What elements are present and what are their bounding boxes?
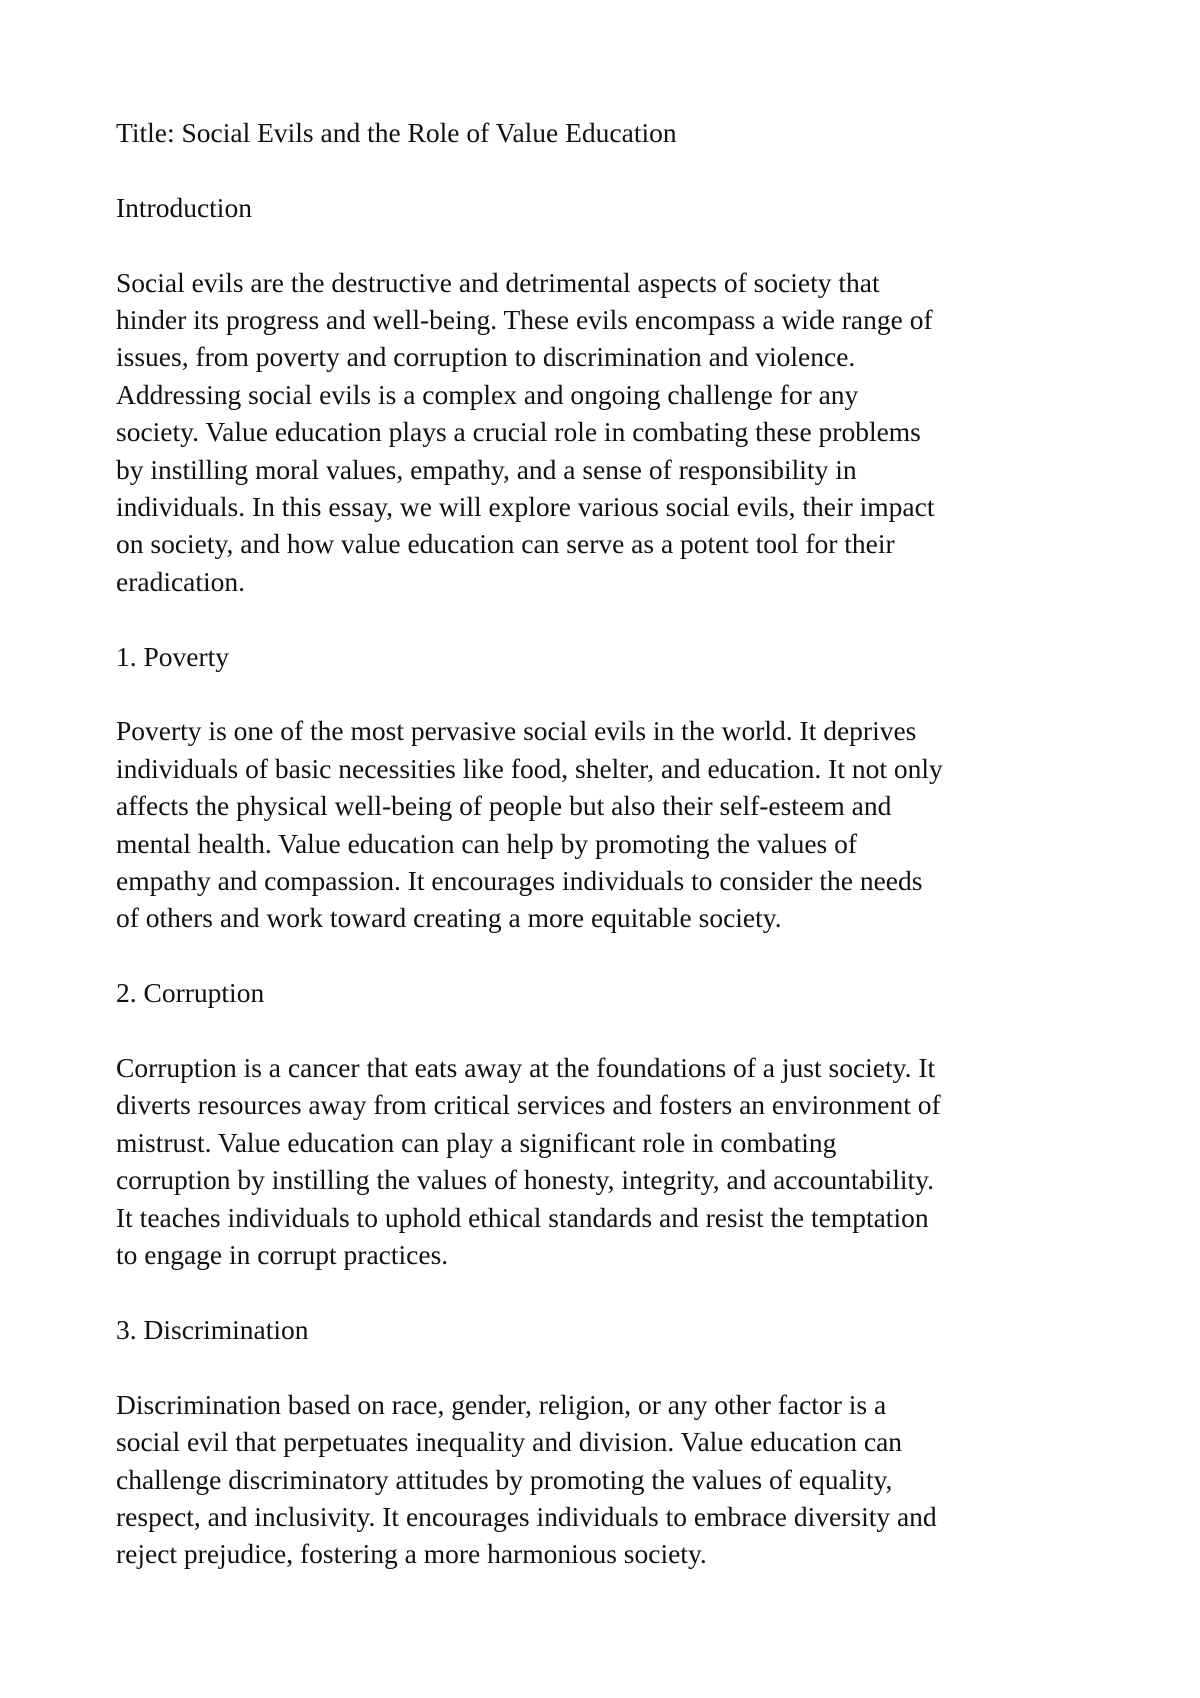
paragraph-line: society. Value education plays a crucial role in combating these problems xyxy=(116,416,921,448)
section-paragraph-poverty xyxy=(116,712,1126,936)
paragraph-line: affects the physical well-being of people but also their self-esteem and xyxy=(116,790,892,822)
paragraph-line: Poverty is one of the most pervasive social evils in the world. It deprives xyxy=(116,715,917,747)
paragraph-line: Discrimination based on race, gender, religion, or any other factor is a xyxy=(116,1388,887,1420)
paragraph-line: of others and work toward creating a more equitable society. xyxy=(116,902,782,934)
paragraph-line: challenge discriminatory attitudes by promoting the values of equality, xyxy=(116,1463,893,1495)
paragraph-line: individuals. In this essay, we will explore various social evils, their impact xyxy=(116,491,935,523)
paragraph-line: individuals of basic necessities like food, shelter, and education. It not only xyxy=(116,752,943,784)
section-paragraph-corruption xyxy=(116,1049,1126,1273)
paragraph-line: mental health. Value education can help by promoting the values of xyxy=(116,827,858,859)
paragraph-line: issues, from poverty and corruption to discrimination and violence. xyxy=(116,341,856,373)
introduction-paragraph xyxy=(116,264,1126,601)
paragraph-line: on society, and how value education can serve as a potent tool for their xyxy=(116,528,895,560)
section-heading-poverty: 1. Poverty xyxy=(116,640,230,672)
paragraph-line: social evil that perpetuates inequality and division. Value education can xyxy=(116,1426,903,1458)
paragraph-line: Corruption is a cancer that eats away at the foundations of a just society. It xyxy=(116,1052,936,1084)
paragraph-line: reject prejudice, fostering a more harmonious society. xyxy=(116,1538,707,1570)
paragraph-line: hinder its progress and well-being. These evils encompass a wide range of xyxy=(116,304,933,335)
paragraph-line: to engage in corrupt practices. xyxy=(116,1239,449,1271)
paragraph-line: respect, and inclusivity. It encourages individuals to embrace diversity and xyxy=(116,1500,937,1532)
paragraph-line: It teaches individuals to uphold ethical standards and resist the temptation xyxy=(116,1201,929,1233)
paragraph-line: diverts resources away from critical services and fosters an environment of xyxy=(116,1089,941,1121)
paragraph-line: eradication. xyxy=(116,565,246,597)
paragraph-line: mistrust. Value education can play a significant role in combating xyxy=(116,1126,837,1158)
paragraph-line: Social evils are the destructive and detrimental aspects of society that xyxy=(116,266,880,298)
introduction-heading: Introduction xyxy=(116,191,252,223)
section-paragraph-discrimination xyxy=(116,1386,1126,1573)
paragraph-line: corruption by instilling the values of honesty, integrity, and accountability. xyxy=(116,1164,934,1196)
paragraph-line: empathy and compassion. It encourages individuals to consider the needs xyxy=(116,865,923,897)
section-heading-corruption: 2. Corruption xyxy=(116,977,265,1009)
paragraph-line: by instilling moral values, empathy, and a sense of responsibility in xyxy=(116,453,857,485)
section-heading-discrimination: 3. Discrimination xyxy=(116,1313,309,1345)
document-title: Title: Social Evils and the Role of Value Education xyxy=(116,117,677,148)
paragraph-line: Addressing social evils is a complex and ongoing challenge for any xyxy=(116,378,859,410)
document-body xyxy=(116,114,1126,1610)
